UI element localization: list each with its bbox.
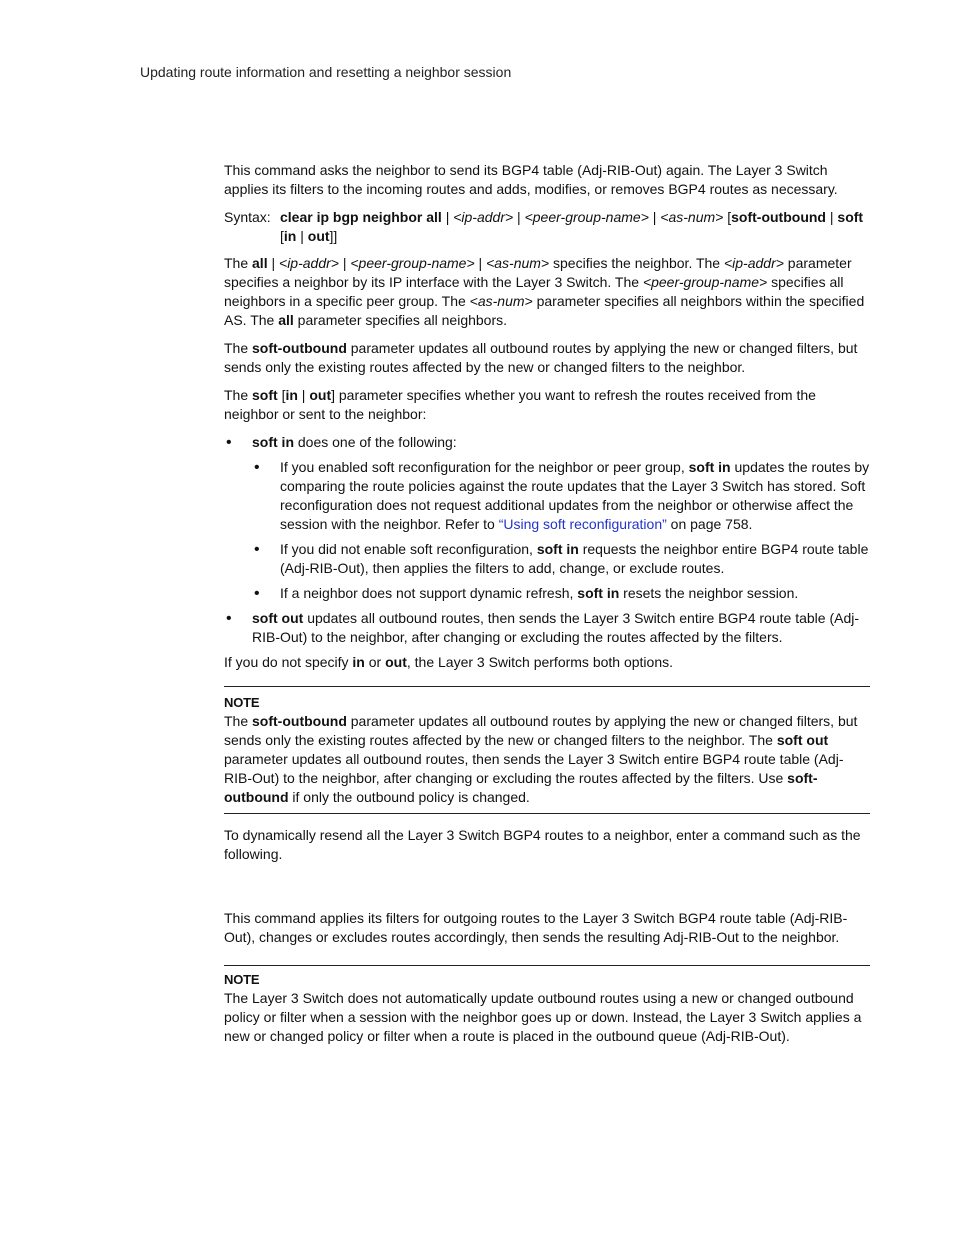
- note-title: NOTE: [224, 695, 260, 710]
- list-item-no-refresh: • If a neighbor does not support dynamic refresh, soft in resets the neighbor session.: [252, 584, 870, 603]
- note-box-1: [224, 686, 870, 814]
- filters-paragraph: This command applies its filters for outgoing routes to the Layer 3 Switch BGP4 route table (Adj-RIB-Out), changes or excludes routes accordingly, then sends the resulting Adj-RIB-Out to the neighbor.: [224, 910, 848, 945]
- note-text: The Layer 3 Switch does not automatically update outbound routes using a new or changed outbound policy or filter when a session with the neighbor goes up or down. Instead, the Layer 3 Switch applies a new or changed policy or filter when a route is placed in the outbound queue (Adj-RIB-Out).: [224, 990, 862, 1044]
- document-body: [224, 161, 870, 1046]
- note-title: NOTE: [224, 972, 260, 987]
- note-text: The soft-outbound parameter updates all outbound routes by applying the new or changed filters, but sends only the existing routes affected by the new or changed filters to the neighbor. The soft out parameter updates all outbound routes, then sends the Layer 3 Switch entire BGP4 route table (Adj-RIB-Out) to the neighbor, after changing or excluding the routes affected by the filters. Use soft-outbound if only the outbound policy is changed.: [224, 713, 858, 805]
- soft-options-list: [224, 433, 870, 647]
- syntax-block: [224, 208, 870, 246]
- soft-param-paragraph: The soft [in | out] parameter specifies whether you want to refresh the routes received from the neighbor or sent to the neighbor:: [224, 387, 816, 422]
- soft-in-sublist: [252, 458, 870, 603]
- list-item-enabled: • If you enabled soft reconfiguration for the neighbor or peer group, soft in updates the routes by comparing the route policies against the route updates that the Layer 3 Switch has stored. Soft reconfiguration does not request additional updates from the neighbor or otherwise affect the session with the neighbor. Refer to “Using soft reconfiguration” on page 758.: [252, 458, 870, 534]
- syntax-command: clear ip bgp neighbor all | <ip-addr> | <peer-group-name> | <as-num> [soft-outbound | soft [in | out]]: [280, 209, 864, 244]
- list-item-not-enabled: • If you did not enable soft reconfiguration, soft in requests the neighbor entire BGP4 route table (Adj-RIB-Out), then applies the filters to add, change, or exclude routes.: [252, 540, 870, 578]
- list-item-soft-out: • soft out updates all outbound routes, then sends the Layer 3 Switch entire BGP4 route table (Adj-RIB-Out) to the neighbor, after changing or excluding the routes affected by the filters.: [224, 609, 870, 647]
- note-box-2: [224, 965, 870, 1046]
- resend-paragraph: To dynamically resend all the Layer 3 Switch BGP4 routes to a neighbor, enter a command such as the following.: [224, 827, 861, 862]
- intro-paragraph: This command asks the neighbor to send its BGP4 table (Adj-RIB-Out) again. The Layer 3 Switch applies its filters to the incoming routes and adds, modifies, or removes BGP4 routes as necessary.: [224, 162, 838, 197]
- default-options-paragraph: If you do not specify in or out, the Layer 3 Switch performs both options.: [224, 654, 673, 670]
- soft-outbound-paragraph: The soft-outbound parameter updates all outbound routes by applying the new or changed filters, but sends only the existing routes affected by the new or changed filters to the neighbor.: [224, 340, 858, 375]
- syntax-label: Syntax:: [224, 209, 271, 225]
- neighbor-param-paragraph: The all | <ip-addr> | <peer-group-name> | <as-num> specifies the neighbor. The <ip-addr> parameter specifies a neighbor by its IP interface with the Layer 3 Switch. The <peer-group-name> specifies all neighbors in a specific peer group. The <as-num> parameter specifies all neighbors within the specified AS. The all parameter specifies all neighbors.: [224, 255, 865, 328]
- list-item-soft-in: • soft in does one of the following: • If you enabled soft reconfiguration for the neighbor or peer group, soft in updates the routes by comparing the route policies against the route updates that the Layer 3 Switch has stored. Soft reconfiguration does not request additional updates from the neighbor or otherwise affect the session with the neighbor. Refer to “Using soft reconfiguration” on page 758. • If you did not enable soft reconfiguration, soft in requests the neighbor entire BGP4 route table (Adj-RIB-Out), then applies the filters to add, change, or exclude routes. • If a neighbor does not support dynamic refresh, soft in resets the neighbor session.: [224, 433, 870, 603]
- command-example-gap: [224, 873, 870, 909]
- running-head: Updating route information and resetting a neighbor session: [140, 64, 512, 80]
- cross-reference-link[interactable]: “Using soft reconfiguration”: [498, 516, 667, 532]
